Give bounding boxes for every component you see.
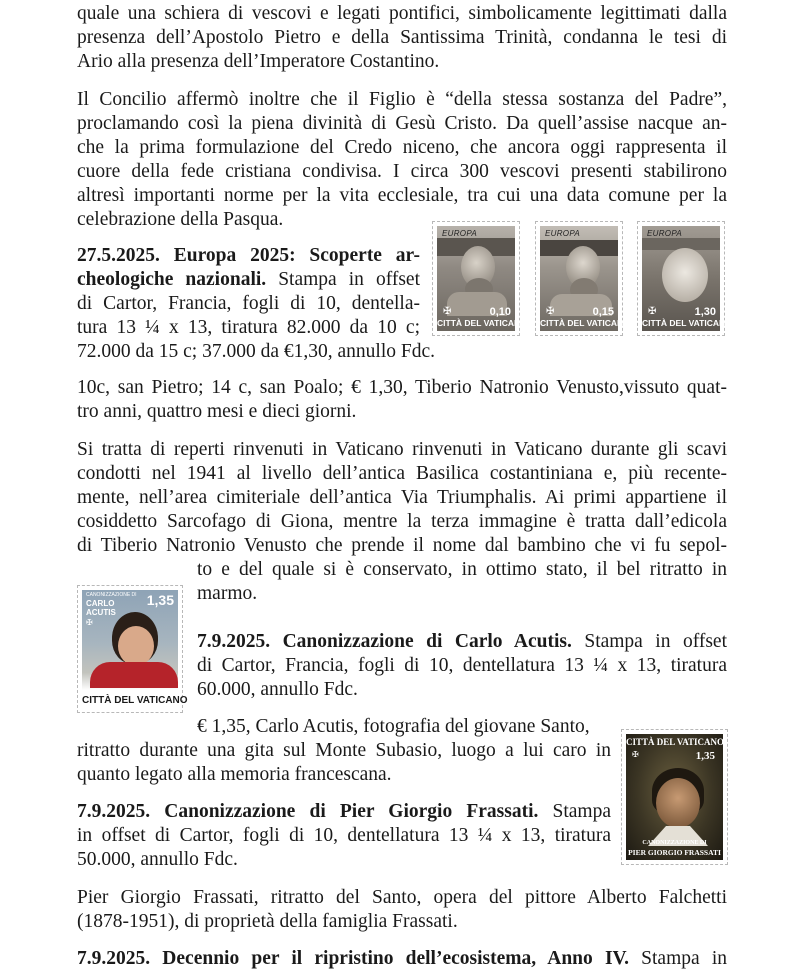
europa-logo: EUROPA bbox=[647, 229, 682, 238]
text-line: proclamando così la piena divinità di Gesù Cristo. Da quell’assise nacque an- bbox=[77, 113, 727, 134]
text-line: tura 13 ¼ x 13, tiratura 82.000 da 10 c; bbox=[77, 317, 420, 338]
stamp-value: 1,35 bbox=[146, 592, 174, 608]
papal-keys-icon: ✠ bbox=[648, 306, 657, 317]
stamp-name-1: CARLO bbox=[86, 599, 115, 608]
text-line: altresì importanti norme per la vita ecclesiale, tra cui una data comune per la bbox=[77, 185, 727, 206]
text-line: 50.000, annullo Fdc. bbox=[77, 849, 238, 870]
stamp-header: CANONIZZAZIONE DI bbox=[642, 840, 707, 846]
stamp-value: 1,35 bbox=[695, 750, 715, 762]
stamp-europa-010 bbox=[432, 221, 527, 336]
text-line: Pier Giorgio Frassati, ritratto del Santo, opera del pittore Alberto Falchetti bbox=[77, 887, 727, 908]
text-line: Si tratta di reperti rinvenuti in Vaticano rinvenuti in Vaticano durante gli scavi bbox=[77, 439, 727, 460]
stamp-country: CITTÀ DEL VATICANO bbox=[626, 737, 725, 747]
text-line: di Cartor, Francia, fogli di 10, dentellatura 13 ¼ x 13, tiratura bbox=[197, 655, 727, 676]
child-head-image bbox=[662, 248, 708, 302]
section-heading-acutis bbox=[197, 630, 727, 654]
text-line: 10c, san Pietro; 14 c, san Poalo; € 1,30, Tiberio Natronio Venusto,vissuto quat- bbox=[77, 377, 727, 398]
text-line: che la prima formulazione del Credo niceno, che ancora oggi rappresenta il bbox=[77, 137, 727, 158]
stamp-value: 0,10 bbox=[489, 306, 511, 318]
europa-logo: EUROPA bbox=[442, 229, 477, 238]
text-line: (1878-1951), di proprietà della famiglia Frassati. bbox=[77, 911, 458, 932]
text-line: to e del quale si è conservato, in ottimo stato, il bel ritratto in bbox=[197, 559, 727, 580]
stamp-header: CANONIZZAZIONE DI bbox=[86, 592, 137, 598]
text-line: di Tiberio Natronio Venusto che prende il nome dal bambino che vi fu sepol- bbox=[77, 535, 727, 556]
text-line: € 1,35, Carlo Acutis, fotografia del giovane Santo, bbox=[197, 716, 590, 737]
text-line: 60.000, annullo Fdc. bbox=[197, 679, 358, 700]
text-line: quale una schiera di vescovi e legati pontifici, simbolicamente legittimati dalla bbox=[77, 3, 727, 24]
text-line: marmo. bbox=[197, 583, 258, 604]
stamp-pier-giorgio-frassati bbox=[621, 729, 728, 865]
stamp-country: CITTÀ DEL VATICANO bbox=[642, 318, 732, 328]
papal-keys-icon: ✠ bbox=[546, 306, 555, 317]
text-line: celebrazione della Pasqua. bbox=[77, 209, 284, 230]
heading-text: 7.9.2025. Decennio per il ripristino dell’ecosistema, Anno IV. bbox=[77, 948, 629, 969]
papal-keys-icon: ✠ bbox=[443, 306, 452, 317]
text-line: ritratto durante una gita sul Monte Subasio, luogo a lui caro in bbox=[77, 740, 611, 761]
section-heading-ecosistema bbox=[77, 947, 727, 971]
body-text: Stampa in offset bbox=[571, 631, 727, 652]
stamp-name-2: ACUTIS bbox=[86, 608, 116, 617]
stamp-value: 1,30 bbox=[694, 306, 716, 318]
text-line: presenza dell’Apostolo Pietro e della Santissima Trinità, condanna le tesi di bbox=[77, 27, 727, 48]
section-heading-europa bbox=[77, 244, 420, 268]
text-line: 72.000 da 15 c; 37.000 da €1,30, annullo Fdc. bbox=[77, 341, 435, 362]
text-line: quanto legato alla memoria francescana. bbox=[77, 764, 392, 785]
face-image bbox=[656, 778, 700, 828]
text-line: Il Concilio affermò inoltre che il Figlio è “della stessa sostanza del Padre”, bbox=[77, 89, 727, 110]
red-shirt-image bbox=[90, 662, 178, 688]
stamp-country: CITTÀ DEL VATICANO bbox=[82, 695, 188, 706]
heading-text: cheologiche nazionali. bbox=[77, 269, 267, 290]
papal-keys-icon: ✠ bbox=[632, 750, 639, 759]
heading-text: 7.9.2025. Canonizzazione di Carlo Acutis. bbox=[197, 631, 572, 652]
text-line: cuore della fede cristiana condivisa. I circa 300 vescovi presenti stabilirono bbox=[77, 161, 727, 182]
text-line: di Cartor, Francia, fogli di 10, dentella- bbox=[77, 293, 420, 314]
text-line: tro anni, quattro mesi e dieci giorni. bbox=[77, 401, 357, 422]
text-line: condotti nel 1941 al livello dell’antica Basilica costantiniana e, più recente- bbox=[77, 463, 727, 484]
face-image bbox=[118, 626, 154, 666]
text-line bbox=[77, 268, 420, 292]
body-text: Stampa in offset bbox=[266, 269, 420, 290]
body-text: Stampa bbox=[538, 801, 612, 822]
text-line: cosiddetto Sarcofago di Giona, mentre la terza immagine è tratta dall’edicola bbox=[77, 511, 727, 532]
stamp-carlo-acutis bbox=[77, 585, 188, 713]
text-line: mente, nell’area cimiteriale dell’antica Via Triumphalis. Ai primi appartiene il bbox=[77, 487, 727, 508]
stamp-name: PIER GIORGIO FRASSATI bbox=[628, 848, 721, 857]
stamp-europa-130 bbox=[637, 221, 732, 336]
stamp-europa-015 bbox=[535, 221, 630, 336]
stamp-value: 0,15 bbox=[592, 306, 614, 318]
stamp-country: CITTÀ DEL VATICANO bbox=[540, 318, 630, 328]
heading-text: 27.5.2025. Europa 2025: Scoperte ar- bbox=[77, 245, 420, 266]
papal-keys-icon: ✠ bbox=[86, 618, 93, 627]
text-line: in offset di Cartor, fogli di 10, dentellatura 13 ¼ x 13, tiratura bbox=[77, 825, 611, 846]
text-line: Ario alla presenza dell’Imperatore Costantino. bbox=[77, 51, 440, 72]
europa-logo: EUROPA bbox=[545, 229, 580, 238]
stamp-country: CITTÀ DEL VATICANO bbox=[437, 318, 527, 328]
body-text: Stampa in bbox=[628, 948, 727, 969]
section-heading-frassati bbox=[77, 800, 611, 824]
heading-text: 7.9.2025. Canonizzazione di Pier Giorgio Frassati. bbox=[77, 801, 539, 822]
